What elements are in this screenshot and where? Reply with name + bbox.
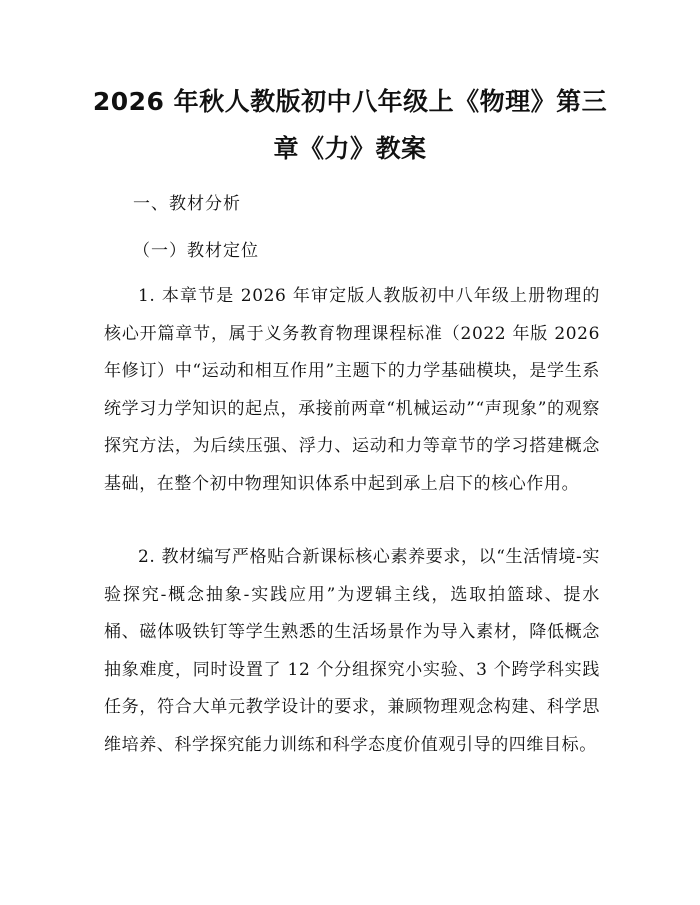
paragraph-1: 1. 本章节是 2026 年审定版人教版初中八年级上册物理的核心开篇章节，属于义务教育物理课程标准（2022 年版 2026 年修订）中“运动和相互作用”主题下的力学基础模块，是学生系统学习力学知识的起点，承接前两章“机械运动”“声现象”的观察探究方法，为后续压强、浮力、运动和力等章节的学习搭建概念基础，在整个初中物理知识体系中起到承上启下的核心作用。 [104, 286, 600, 494]
document-title-line-1: 2026 年秋人教版初中八年级上《物理》第三 [92, 87, 608, 116]
document-title-line-2: 章《力》教案 [273, 134, 427, 163]
section-heading: 一、教材分析 [133, 194, 241, 214]
paragraph-2: 2. 教材编写严格贴合新课标核心素养要求，以“生活情境-实验探究-概念抽象-实践应用”为逻辑主线，选取拍篮球、提水桶、磁体吸铁钉等学生熟悉的生活场景作为导入素材，降低概念抽象难度，同时设置了 12 个分组探究小实验、3 个跨学科实践任务，符合大单元教学设计的要求，兼顾物理观念构建、科学思维培养、科学探究能力训练和科学态度价值观引导的四维目标。 [104, 547, 600, 755]
subsection-heading: （一）教材定位 [133, 241, 259, 261]
